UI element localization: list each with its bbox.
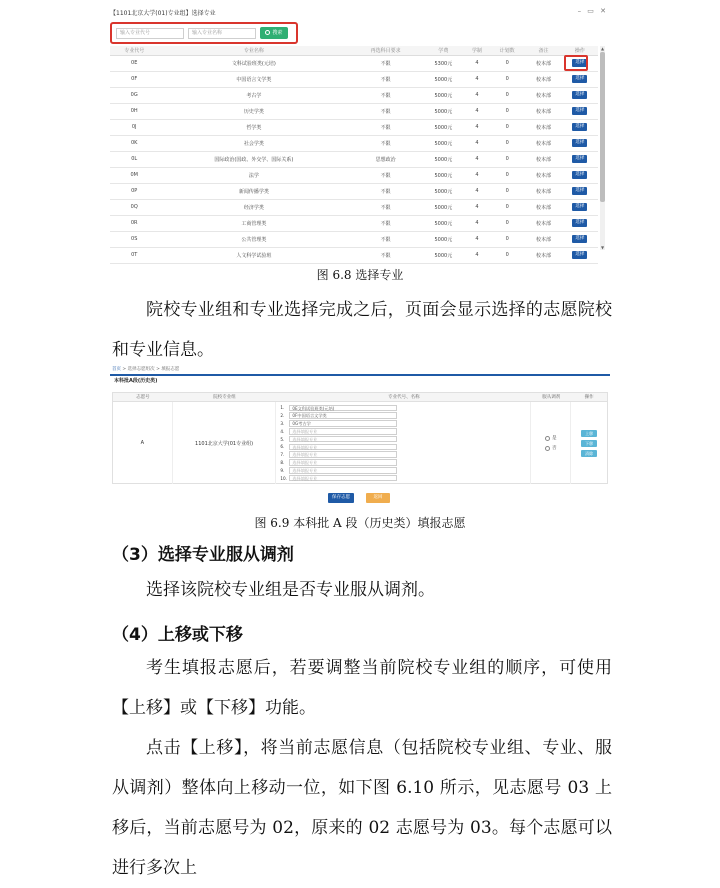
- table-cell: 0: [489, 199, 525, 215]
- paragraph-text: 考生填报志愿后，若要调整当前院校专业组的顺序，可使用【上移】或【下移】功能。: [112, 658, 612, 718]
- table-cell: 中国语言文学类: [158, 71, 349, 87]
- table-cell: 校本部: [525, 247, 561, 263]
- major-slot-number: 1.: [280, 405, 285, 411]
- table-cell: 0: [489, 215, 525, 231]
- window-title: 【1101北京大学(01)专业组】选择专业: [110, 9, 216, 17]
- select-major-button[interactable]: 选择: [572, 75, 587, 83]
- major-slot-select[interactable]: 0F中国语言文学类: [289, 412, 397, 419]
- table-cell: 不限: [349, 215, 422, 231]
- scroll-down-icon[interactable]: ▼: [600, 245, 605, 250]
- table-cell: 0M: [110, 167, 158, 183]
- grid-header: [113, 393, 607, 402]
- search-panel-highlight: [110, 22, 298, 44]
- table-cell: 5000元: [422, 87, 465, 103]
- table-cell: 公共管理类: [158, 231, 349, 247]
- paragraph-text: 点击【上移】，将当前志愿信息（包括院校专业组、专业、服从调剂）整体向上移动一位，如下图 6.10 所示，见志愿号 03 上移后，当前志愿号为 02，原来的 02 志愿号为 03。每个志愿可以进行多次上: [112, 738, 612, 878]
- table-cell: 4: [465, 71, 489, 87]
- table-row: [110, 103, 598, 119]
- application-grid: [112, 392, 608, 484]
- major-slot: [280, 459, 530, 467]
- table-cell: 不限: [349, 247, 422, 263]
- major-slot-number: 6.: [280, 444, 285, 450]
- grid-row: [113, 402, 607, 484]
- major-slot-select[interactable]: 选择填报专业: [289, 451, 397, 458]
- obey-no-label: 否: [551, 446, 557, 451]
- major-slot: [280, 466, 530, 474]
- table-cell: 文科试验班类(元培): [158, 55, 349, 71]
- table-cell: 4: [465, 167, 489, 183]
- breadcrumb-separator: >: [154, 367, 162, 372]
- table-cell: 0R: [110, 215, 158, 231]
- col-obey: 服从调剂: [542, 395, 561, 400]
- radio-icon[interactable]: [545, 446, 550, 451]
- figure-caption: 图 6.9 本科批 A 段（历史类）填报志愿: [254, 516, 466, 530]
- table-row: [110, 55, 598, 71]
- major-slot: [280, 420, 530, 428]
- select-major-button[interactable]: 选择: [572, 219, 587, 227]
- table-cell: 0J: [110, 119, 158, 135]
- table-cell: 5000元: [422, 167, 465, 183]
- table-cell: 0Q: [110, 199, 158, 215]
- table-cell: 不限: [349, 183, 422, 199]
- breadcrumb-separator: >: [121, 367, 128, 372]
- figure-caption: 图 6.8 选择专业: [316, 268, 404, 282]
- table-cell: 0S: [110, 231, 158, 247]
- table-header-cell: 备注: [525, 46, 561, 55]
- table-header-cell: 学费: [422, 46, 465, 55]
- table-cell: 历史学类: [158, 103, 349, 119]
- back-button[interactable]: 返回: [366, 493, 390, 503]
- figure-fill-application: [110, 366, 610, 508]
- table-cell: 校本部: [525, 183, 561, 199]
- table-cell: 4: [465, 87, 489, 103]
- table-cell: 0: [489, 119, 525, 135]
- move-down-button[interactable]: 下移: [581, 440, 597, 447]
- table-row: [110, 215, 598, 231]
- major-slot: [280, 451, 530, 459]
- table-row: [110, 231, 598, 247]
- table-cell: 0: [489, 103, 525, 119]
- window-controls[interactable]: – ▭ ✕: [577, 7, 608, 15]
- table-header-cell: 学制: [465, 46, 489, 55]
- table-cell: 校本部: [525, 119, 561, 135]
- table-cell: 5000元: [422, 103, 465, 119]
- table-cell: 0T: [110, 247, 158, 263]
- table-row: [110, 87, 598, 103]
- table-cell: 0P: [110, 183, 158, 199]
- major-slot-number: 9.: [280, 467, 285, 473]
- table-cell: 0H: [110, 103, 158, 119]
- section-heading: （4）上移或下移: [112, 625, 243, 645]
- table-cell: 校本部: [525, 215, 561, 231]
- select-major-button[interactable]: 选择: [572, 155, 587, 163]
- major-slot-number: 5.: [280, 436, 285, 442]
- table-cell: 5000元: [422, 183, 465, 199]
- table-cell: 0: [489, 55, 525, 71]
- table-cell: 校本部: [525, 103, 561, 119]
- table-row: [110, 199, 598, 215]
- figure-select-major: [108, 4, 610, 259]
- paragraph: [112, 290, 612, 370]
- table-cell: 5000元: [422, 135, 465, 151]
- table-cell: 5000元: [422, 199, 465, 215]
- select-major-button[interactable]: 选择: [572, 203, 587, 211]
- table-cell: 0: [489, 87, 525, 103]
- table-cell: 0G: [110, 87, 158, 103]
- table-cell: 4: [465, 183, 489, 199]
- table-cell: 思想政治: [349, 151, 422, 167]
- major-slot: [280, 404, 530, 412]
- table-cell: 不限: [349, 135, 422, 151]
- obey-no-option[interactable]: [545, 445, 557, 451]
- table-cell: 5000元: [422, 247, 465, 263]
- table-cell: 4: [465, 119, 489, 135]
- paragraph: [112, 570, 612, 610]
- col-ops: 操作: [584, 395, 594, 400]
- table-cell: 校本部: [525, 135, 561, 151]
- table-cell: 0: [489, 151, 525, 167]
- table-row: [110, 151, 598, 167]
- table-cell: 经济学类: [158, 199, 349, 215]
- radio-icon[interactable]: [545, 436, 550, 441]
- obey-yes-option[interactable]: [545, 435, 557, 441]
- table-cell: 4: [465, 247, 489, 263]
- major-list: [276, 402, 531, 484]
- table-cell: 5000元: [422, 231, 465, 247]
- table-cell: 5000元: [422, 119, 465, 135]
- search-icon: [265, 30, 270, 35]
- table-cell: 5000元: [422, 151, 465, 167]
- major-slot: [280, 427, 530, 435]
- table-cell: 校本部: [525, 151, 561, 167]
- table-cell: 5000元: [422, 215, 465, 231]
- table-cell: 0K: [110, 135, 158, 151]
- major-slot-select[interactable]: 选择填报专业: [289, 444, 397, 451]
- table-cell: 0F: [110, 71, 158, 87]
- clear-button[interactable]: 清除: [581, 450, 597, 457]
- row-index: A: [140, 440, 145, 446]
- table-cell: 5000元: [422, 71, 465, 87]
- table-cell: 不限: [349, 103, 422, 119]
- move-up-button[interactable]: 上移: [581, 430, 597, 437]
- section-heading: （3）选择专业服从调剂: [112, 545, 294, 565]
- major-name-input[interactable]: 输入专业名称: [188, 28, 256, 39]
- col-school: 院校专业组: [213, 395, 236, 400]
- scroll-thumb[interactable]: [600, 52, 605, 202]
- table-cell: 0: [489, 135, 525, 151]
- search-button-label: 搜索: [272, 30, 283, 36]
- select-major-button[interactable]: 选择: [572, 235, 587, 243]
- breadcrumb: [110, 366, 610, 374]
- major-slot-select[interactable]: 0G考古学: [289, 420, 397, 427]
- table-cell: 0L: [110, 151, 158, 167]
- table-cell: 社会学类: [158, 135, 349, 151]
- table-cell: 4: [465, 103, 489, 119]
- major-table: [110, 46, 598, 264]
- scrollbar[interactable]: [600, 46, 605, 250]
- major-slot: [280, 412, 530, 420]
- table-cell: 人文科学试验班: [158, 247, 349, 263]
- table-cell: 4: [465, 215, 489, 231]
- table-cell: 4: [465, 151, 489, 167]
- major-slot-number: 8.: [280, 459, 285, 465]
- table-cell: 0: [489, 71, 525, 87]
- row-school: 1101北京大学(01专业组): [195, 440, 254, 447]
- major-slot-select[interactable]: 0E文科试验班类(元培): [289, 405, 397, 412]
- major-slot-select[interactable]: 选择填报专业: [289, 475, 397, 482]
- table-cell: 4: [465, 231, 489, 247]
- table-cell: 国际政治(国政、外交学、国际关系): [158, 151, 349, 167]
- save-application-button[interactable]: 保存志愿: [328, 493, 354, 503]
- table-cell: 0: [489, 231, 525, 247]
- select-major-button[interactable]: 选择: [572, 187, 587, 195]
- select-major-button[interactable]: 选择: [572, 251, 587, 259]
- table-cell: 考古学: [158, 87, 349, 103]
- breadcrumb-step1[interactable]: 选择志愿组次: [127, 367, 155, 372]
- breadcrumb-home[interactable]: 首页: [112, 367, 121, 372]
- table-cell: 工商管理类: [158, 215, 349, 231]
- table-cell: 0: [489, 247, 525, 263]
- table-header-cell: 专业代号: [110, 46, 158, 55]
- select-major-button[interactable]: 选择: [572, 171, 587, 179]
- table-cell: 哲学类: [158, 119, 349, 135]
- table-cell: 校本部: [525, 87, 561, 103]
- search-button[interactable]: [260, 27, 288, 39]
- scroll-up-icon[interactable]: ▲: [600, 46, 605, 51]
- obey-yes-label: 是: [551, 436, 557, 441]
- table-cell: 5300元: [422, 55, 465, 71]
- select-major-button[interactable]: 选择: [572, 107, 587, 115]
- major-slot-number: 3.: [280, 420, 285, 426]
- select-major-button[interactable]: 选择: [572, 139, 587, 147]
- major-slot: [280, 443, 530, 451]
- major-slot-select[interactable]: 选择填报专业: [289, 467, 397, 474]
- table-cell: 不限: [349, 55, 422, 71]
- table-cell: 不限: [349, 71, 422, 87]
- paragraph-text: 选择该院校专业组是否专业服从调剂。: [146, 580, 435, 600]
- breadcrumb-step2: 填报志愿: [161, 367, 180, 372]
- select-major-button[interactable]: 选择: [572, 91, 587, 99]
- table-row: [110, 183, 598, 199]
- major-slot-number: 4.: [280, 428, 285, 434]
- table-cell: 校本部: [525, 55, 561, 71]
- table-row: [110, 71, 598, 87]
- table-row: [110, 135, 598, 151]
- table-row: [110, 247, 598, 263]
- major-code-input[interactable]: 输入专业代号: [116, 28, 184, 39]
- table-cell: 不限: [349, 199, 422, 215]
- table-cell: 不限: [349, 87, 422, 103]
- major-slot: [280, 435, 530, 443]
- table-header-cell: 再选科目要求: [349, 46, 422, 55]
- table-cell: 校本部: [525, 231, 561, 247]
- table-header-cell: 专业名称: [158, 46, 349, 55]
- table-cell: 校本部: [525, 167, 561, 183]
- major-slot-number: 7.: [280, 452, 285, 458]
- table-cell: 校本部: [525, 199, 561, 215]
- batch-subtitle: 本科批A段(历史类): [114, 378, 158, 384]
- table-cell: 不限: [349, 231, 422, 247]
- table-header-cell: 计划数: [489, 46, 525, 55]
- major-slot: [280, 474, 530, 482]
- table-cell: 不限: [349, 119, 422, 135]
- table-row: [110, 119, 598, 135]
- select-major-button[interactable]: 选择: [572, 59, 587, 67]
- select-button-highlight: [564, 55, 588, 71]
- table-cell: 0: [489, 167, 525, 183]
- major-slot-select[interactable]: 选择填报专业: [289, 459, 397, 466]
- table-cell: 不限: [349, 167, 422, 183]
- table-cell: 校本部: [525, 71, 561, 87]
- table-cell: 新闻传播学类: [158, 183, 349, 199]
- col-index: 志愿号: [136, 395, 150, 400]
- table-cell: 0: [489, 183, 525, 199]
- major-slot-number: 2.: [280, 413, 285, 419]
- major-slot-number: 10.: [280, 475, 288, 481]
- col-majors: 专业代号、名称: [388, 395, 420, 400]
- table-cell: 0E: [110, 55, 158, 71]
- table-cell: 4: [465, 135, 489, 151]
- table-cell: 4: [465, 199, 489, 215]
- table-cell: 4: [465, 55, 489, 71]
- paragraph: [112, 648, 612, 888]
- major-slot-select[interactable]: 选择填报专业: [289, 428, 397, 435]
- table-cell: 法学: [158, 167, 349, 183]
- major-slot-select[interactable]: 选择填报专业: [289, 436, 397, 443]
- table-header-cell: 操作: [562, 46, 598, 55]
- select-major-button[interactable]: 选择: [572, 123, 587, 131]
- paragraph-text: 院校专业组和专业选择完成之后，页面会显示选择的志愿院校和专业信息。: [112, 300, 612, 360]
- table-row: [110, 167, 598, 183]
